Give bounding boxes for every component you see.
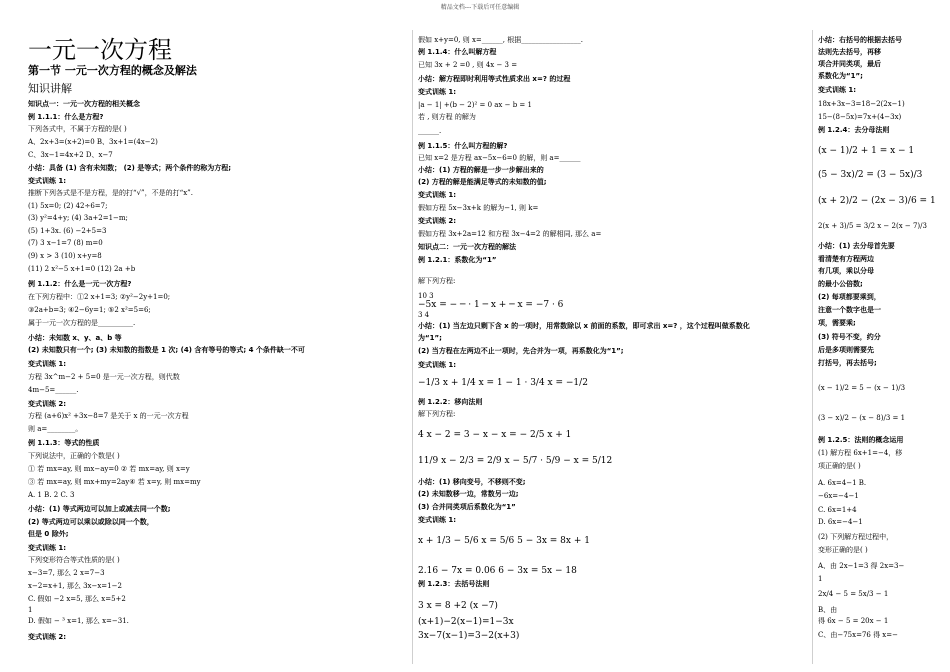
text-line: C、由−75x=76 得 x=− bbox=[818, 631, 898, 639]
text-line: 第一节 一元一次方程的概念及解法 bbox=[28, 64, 197, 77]
text-line: 方程 (a+6)x² +3x−8=7 是关于 x 的一元一次方程 bbox=[28, 412, 189, 420]
text-line: (2) 下列解方程过程中， bbox=[818, 533, 894, 541]
text-line: −6x=−4−1 bbox=[818, 492, 859, 500]
text-line: (2) 等式两边可以乘以或除以同一个数， bbox=[28, 518, 154, 526]
text-line: 下列各式中，不属于方程的是( ) bbox=[28, 125, 127, 133]
text-line: 例 1.2.4：去分母法则 bbox=[818, 126, 890, 134]
text-line: 变式训练 1: bbox=[418, 191, 457, 199]
header-note: 精品文档---下载后可任意编辑 bbox=[440, 4, 520, 11]
text-line: 1 bbox=[28, 606, 33, 614]
text-line: 假如 x+y=0, 则 x=______, 根据_________________. bbox=[418, 36, 583, 44]
text-line: 例 1.1.3：等式的性质 bbox=[28, 439, 100, 447]
text-line: 若 , 则方程 的解为 bbox=[418, 113, 476, 121]
text-line: 为“1”; bbox=[418, 334, 442, 342]
text-line: ③ 若 mx=ay, 则 mx+my=2ay④ 若 x=y, 则 mx=my bbox=[28, 478, 201, 486]
text-line: 有几项，乘以分母 bbox=[818, 267, 874, 275]
text-line: 小结：(1) 移向变号，不移则不变; bbox=[418, 478, 526, 486]
text-line: (2) 方程的解是能满足等式的未知数的值; bbox=[418, 178, 547, 186]
text-line: 已知 x=2 是方程 ax−5x−6=0 的解，则 a=______ bbox=[418, 154, 581, 162]
text-line: 下列说法中，正确的个数是( ) bbox=[28, 452, 120, 460]
text-line: 2.16 − 7x = 0.06 6 − 3x = 5x − 18 bbox=[418, 566, 577, 576]
text-line: 4 x − 2 = 3 − x − x = − 2/5 x + 1 bbox=[418, 430, 572, 440]
column-3 bbox=[818, 0, 948, 672]
text-line: 项正确的是( ) bbox=[818, 462, 861, 470]
text-line: 在下列方程中：①2 x+1=3; ②y²−2y+1=0; bbox=[28, 293, 171, 301]
text-line: 变式训练 2: bbox=[28, 633, 67, 641]
text-line: B、由 bbox=[818, 606, 838, 614]
text-line: 知识点一：一元一次方程的相关概念 bbox=[28, 100, 140, 108]
text-line: 变式训练 1: bbox=[418, 361, 457, 369]
text-line: 例 1.2.1：系数化为“1” bbox=[418, 256, 497, 264]
text-line: (3) 符号不变，约分 bbox=[818, 333, 881, 341]
text-line: 注意一个数字也是一 bbox=[818, 306, 881, 314]
text-line: 假如方程 3x+2a=12 和方程 3x−4=2 的解相同, 那么 a= bbox=[418, 230, 602, 238]
text-line: C. 6x=1+4 bbox=[818, 506, 857, 514]
text-line: −1/3 x + 1/4 x = 1 − 1 · 3/4 x = −1/2 bbox=[418, 378, 588, 388]
text-line: 小结：(1) 去分母首先要 bbox=[818, 242, 895, 250]
text-line: 后是多项则需要先 bbox=[818, 346, 874, 354]
column-divider bbox=[812, 30, 813, 664]
text-line: 小结：解方程即时利用等式性质求出 x=? 的过程 bbox=[418, 75, 571, 83]
text-line: 属于一元一次方程的是__________. bbox=[28, 319, 136, 327]
text-line: 变式训练 1: bbox=[418, 516, 457, 524]
text-line: 2x/4 − 5 = 5x/3 − 1 bbox=[818, 590, 889, 598]
text-line: −5x = − ─ · 1 ─ x + ─ x = −7 · 6 bbox=[418, 300, 564, 310]
text-line: (1) 解方程 6x+1=−4，移 bbox=[818, 449, 903, 457]
text-line: 小结：未知数 x、y、a、b 等 bbox=[28, 334, 122, 342]
text-line: 但是 0 除外; bbox=[28, 530, 69, 538]
text-line: 项合并同类项，最后 bbox=[818, 60, 881, 68]
text-line: 一元一次方程 bbox=[28, 36, 172, 64]
text-line: 15−(8−5x)=7x+(4−3x) bbox=[818, 113, 902, 121]
text-line: (3) 合并同类项后系数化为“1” bbox=[418, 503, 516, 511]
text-line: A. 6x=4−1 B. bbox=[818, 479, 867, 487]
text-line: (3 − x)/2 − (x − 8)/3 = 1 bbox=[818, 414, 906, 422]
text-line: 打括号，再去括号; bbox=[818, 359, 877, 367]
text-line: |a − 1| +(b − 2)² = 0 ax − b = 1 bbox=[418, 101, 532, 109]
text-line: (5) 1+3x. (6) −2+5=3 bbox=[28, 227, 107, 235]
text-line: (x − 1)/2 + 1 = x − 1 bbox=[818, 146, 915, 156]
column-2 bbox=[418, 0, 806, 672]
text-line: 1 bbox=[818, 575, 823, 583]
text-line: 例 1.1.5：什么叫方程的解? bbox=[418, 142, 508, 150]
text-line: (3) y²=4+y; (4) 3a+2=1−m; bbox=[28, 214, 128, 222]
text-line: 18x+3x−3=18−2(2x−1) bbox=[818, 100, 905, 108]
text-line: A、由 2x−1=3 得 2x=3− bbox=[818, 562, 905, 570]
text-line: 看清楚有方程两边 bbox=[818, 255, 874, 263]
text-line: (x + 2)/2 − (2x − 3)/6 = 1 bbox=[818, 196, 936, 206]
text-line: (7) 3 x−1=7 (8) m=0 bbox=[28, 239, 103, 247]
text-line: 变形正确的是( ) bbox=[818, 546, 868, 554]
text-line: 小结：具备 (1) 含有未知数； (2) 是等式；两个条件的称为方程; bbox=[28, 164, 232, 172]
text-line: D. 假如 − ³ x=1, 那么 x=−31. bbox=[28, 617, 129, 625]
text-line: 例 1.1.1：什么是方程? bbox=[28, 113, 104, 121]
text-line: 下列变形符合等式性质的是( ) bbox=[28, 556, 120, 564]
text-line: A. 1 B. 2 C. 3 bbox=[28, 491, 75, 499]
text-line: C、3x−1=4x+2 D、x−7 bbox=[28, 151, 113, 159]
text-line: ① 若 mx=ay, 则 mx−ay=0 ② 若 mx=ay, 则 x=y bbox=[28, 465, 190, 473]
text-line: 的最小公倍数; bbox=[818, 280, 863, 288]
text-line: 知识点二：一元一次方程的解法 bbox=[418, 243, 516, 251]
text-line: x + 1/3 − 5/6 x = 5/6 5 − 3x = 8x + 1 bbox=[418, 536, 590, 546]
text-line: 小结：(1) 当左边只剩下含 x 的一项时，用常数除以 x 前面的系数，即可求出 x=? ，这个过程叫做系数化 bbox=[418, 322, 750, 330]
text-line: 已知 3x + 2 =0 , 则 4x − 3 = bbox=[418, 61, 518, 69]
text-line: x−2=x+1, 那么 3x−x=1−2 bbox=[28, 582, 122, 590]
text-line: 法则先去括号，再移 bbox=[818, 48, 881, 56]
text-line: 小结：(1) 等式两边可以加上或减去同一个数; bbox=[28, 505, 171, 513]
text-line: 11/9 x − 2/3 = 2/9 x − 5/7 · 5/9 − x = 5/12 bbox=[418, 456, 613, 466]
text-line: 例 1.2.3：去括号法则 bbox=[418, 580, 490, 588]
text-line: 变式训练 1: bbox=[818, 86, 857, 94]
text-line: (2) 每项都要乘到， bbox=[818, 293, 881, 301]
text-line: 则 a=________。 bbox=[28, 425, 83, 433]
text-line: 例 1.1.2：什么是一元一次方程? bbox=[28, 280, 132, 288]
text-line: 例 1.2.2：移向法则 bbox=[418, 398, 483, 406]
text-line: C. 假如 −2 x=5, 那么 x=5+2 bbox=[28, 595, 126, 603]
text-line: 方程 3x^m−2 + 5=0 是一元一次方程，则代数 bbox=[28, 373, 180, 381]
text-line: 3x−7(x−1)=3−2(x+3) bbox=[418, 631, 520, 641]
text-line: 变式训练 2: bbox=[28, 400, 67, 408]
text-line: 变式训练 1: bbox=[418, 88, 457, 96]
text-line: (9) x > 3 (10) x+y=8 bbox=[28, 252, 102, 260]
text-line: (x+1)−2(x−1)=1−3x bbox=[418, 617, 514, 627]
text-line: 10 3 bbox=[418, 292, 434, 300]
text-line: (2) 当方程在左两边不止一项时，先合并为一项，再系数化为“1”; bbox=[418, 347, 624, 355]
text-line: (5 − 3x)/2 = (3 − 5x)/3 bbox=[818, 170, 923, 180]
text-line: x−3=7, 那么 2 x=7−3 bbox=[28, 569, 105, 577]
text-line: (2) 未知数移一边，常数另一边; bbox=[418, 490, 519, 498]
text-line: 2(x + 3)/5 = 3/2 x − 2(x − 7)/3 bbox=[818, 222, 927, 230]
column-divider bbox=[412, 30, 413, 664]
text-line: (11) 2 x²−5 x+1=0 (12) 2a +b bbox=[28, 265, 136, 273]
text-line: 变式训练 2: bbox=[418, 217, 457, 225]
text-line: ______. bbox=[418, 127, 442, 135]
text-line: 3 4 bbox=[418, 311, 430, 319]
text-line: 解下列方程: bbox=[418, 410, 456, 418]
text-line: ③2a+b=3; ④2−6y=1; ⑤2 x²=5=6; bbox=[28, 306, 151, 314]
text-line: 得 6x − 5 = 20x − 1 bbox=[818, 617, 889, 625]
text-line: 变式训练 1: bbox=[28, 544, 67, 552]
text-line: (x − 1)/2 = 5 − (x − 1)/3 bbox=[818, 384, 906, 392]
text-line: 知识讲解 bbox=[28, 82, 72, 95]
column-1 bbox=[28, 0, 406, 672]
text-line: 推断下列各式是不是方程，是的打“√”，不是的打“x”. bbox=[28, 189, 193, 197]
text-line: 3 x = 8 +2 (x −7) bbox=[418, 601, 498, 611]
text-line: 4m−5=______. bbox=[28, 386, 79, 394]
text-line: 小结：(1) 方程的解是一步一步解出来的 bbox=[418, 166, 544, 174]
text-line: 例 1.1.4：什么叫解方程 bbox=[418, 48, 497, 56]
text-line: (2) 未知数只有一个; (3) 未知数的指数是 1 次; (4) 含有等号的等式; 4 个条件缺一不可 bbox=[28, 346, 305, 354]
text-line: 解下列方程: bbox=[418, 277, 456, 285]
text-line: 变式训练 1: bbox=[28, 177, 67, 185]
text-line: D. 6x=−4−1 bbox=[818, 518, 863, 526]
text-line: 例 1.2.5：法则的概念运用 bbox=[818, 436, 904, 444]
text-line: 小结：右括号的根据去括号 bbox=[818, 36, 902, 44]
text-line: 假如方程 5x−3x+k 的解为−1, 则 k= bbox=[418, 204, 539, 212]
text-line: (1) 5x=0; (2) 42÷6=7; bbox=[28, 202, 108, 210]
text-line: A、2x+3=(x+2)=0 B、3x+1=(4x−2) bbox=[28, 138, 158, 146]
text-line: 项，需要乘; bbox=[818, 319, 856, 327]
text-line: 系数化为“1”; bbox=[818, 72, 863, 80]
text-line: 变式训练 1: bbox=[28, 360, 67, 368]
